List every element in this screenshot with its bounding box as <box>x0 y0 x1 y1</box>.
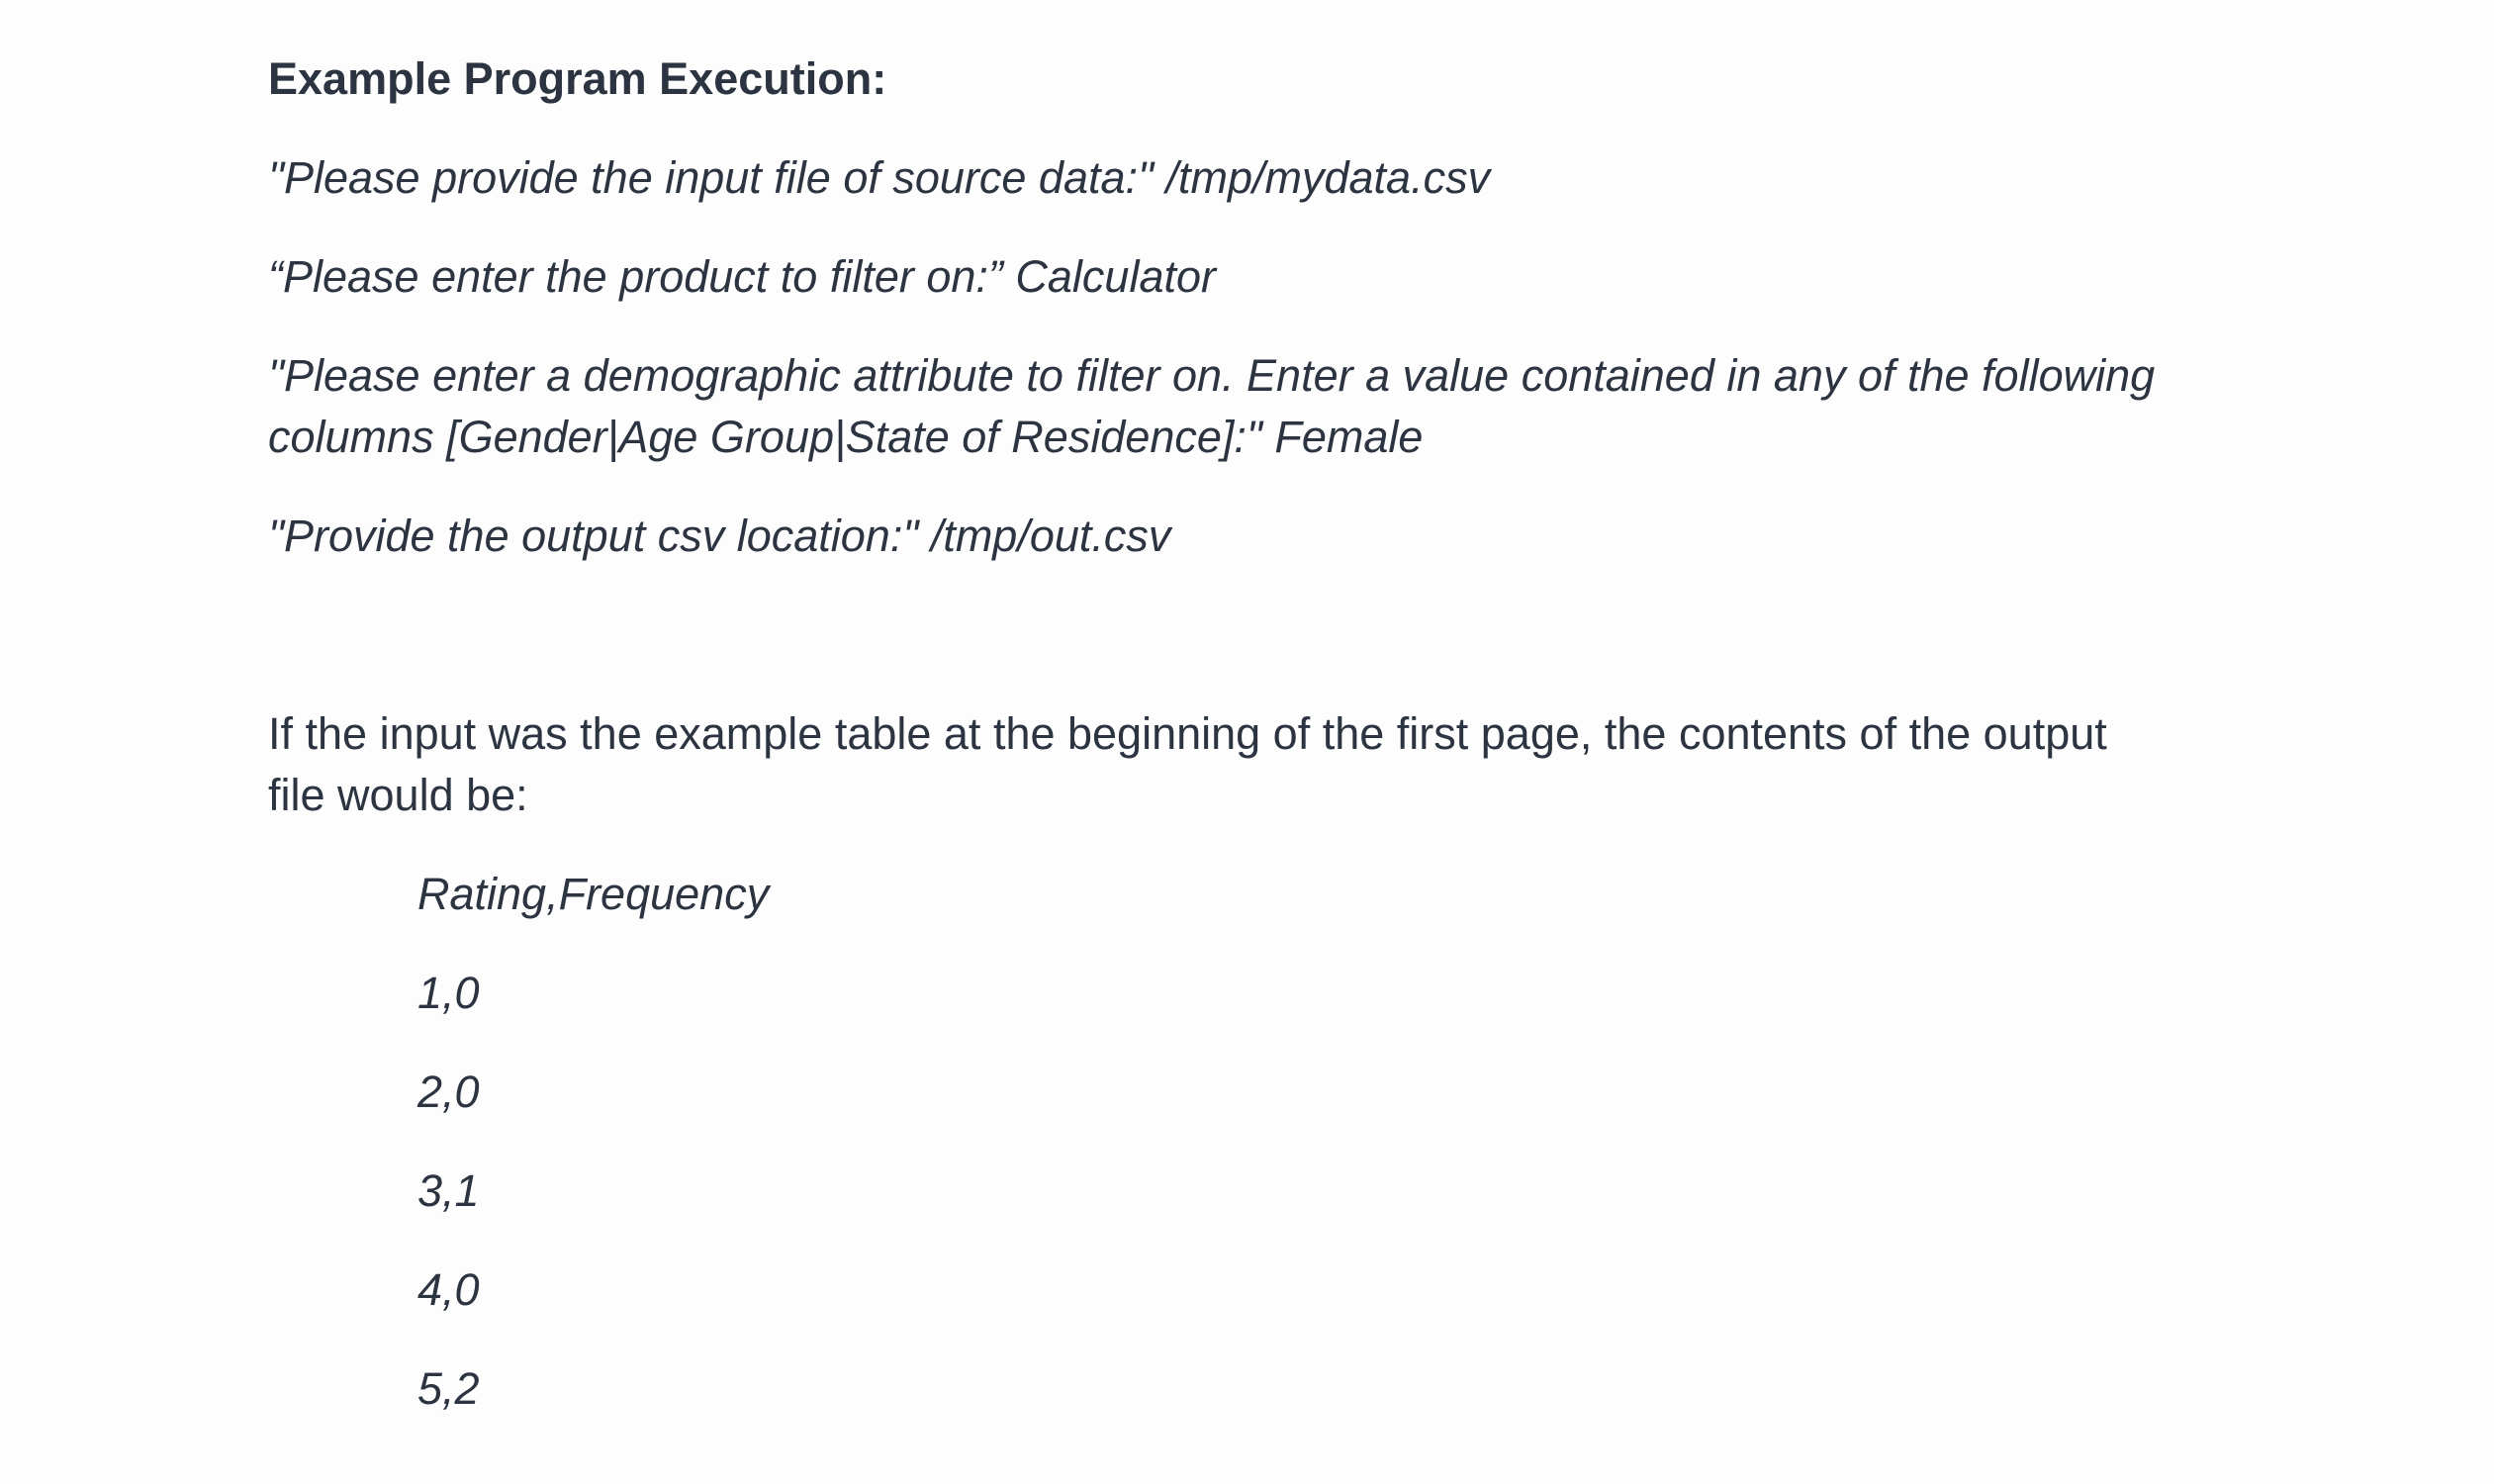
prompt-product: “Please enter the product to filter on:” Calculator <box>268 251 1216 302</box>
prompt-demographic-line-1: "Please enter a demographic attribute to filter on. Enter a value contained in any of the following <box>268 350 2156 401</box>
prompt-demographic-line-2: columns [Gender|Age Group|State of Residence]:" Female <box>268 412 1424 462</box>
prompt-output-location: "Provide the output csv location:" /tmp/out.csv <box>268 510 1171 561</box>
explanation-line-1: If the input was the example table at the beginning of the first page, the contents of the output <box>268 708 2107 759</box>
output-row: 1,0 <box>417 968 480 1018</box>
explanation-line-2: file would be: <box>268 770 528 820</box>
output-header-line: Rating,Frequency <box>417 869 770 919</box>
prompt-input-file: "Please provide the input file of source data:" /tmp/mydata.csv <box>268 152 1491 203</box>
output-row: 4,0 <box>417 1264 480 1315</box>
section-heading: Example Program Execution: <box>268 53 887 104</box>
output-row: 2,0 <box>417 1067 480 1117</box>
output-row: 3,1 <box>417 1165 480 1216</box>
output-row: 5,2 <box>417 1363 480 1414</box>
